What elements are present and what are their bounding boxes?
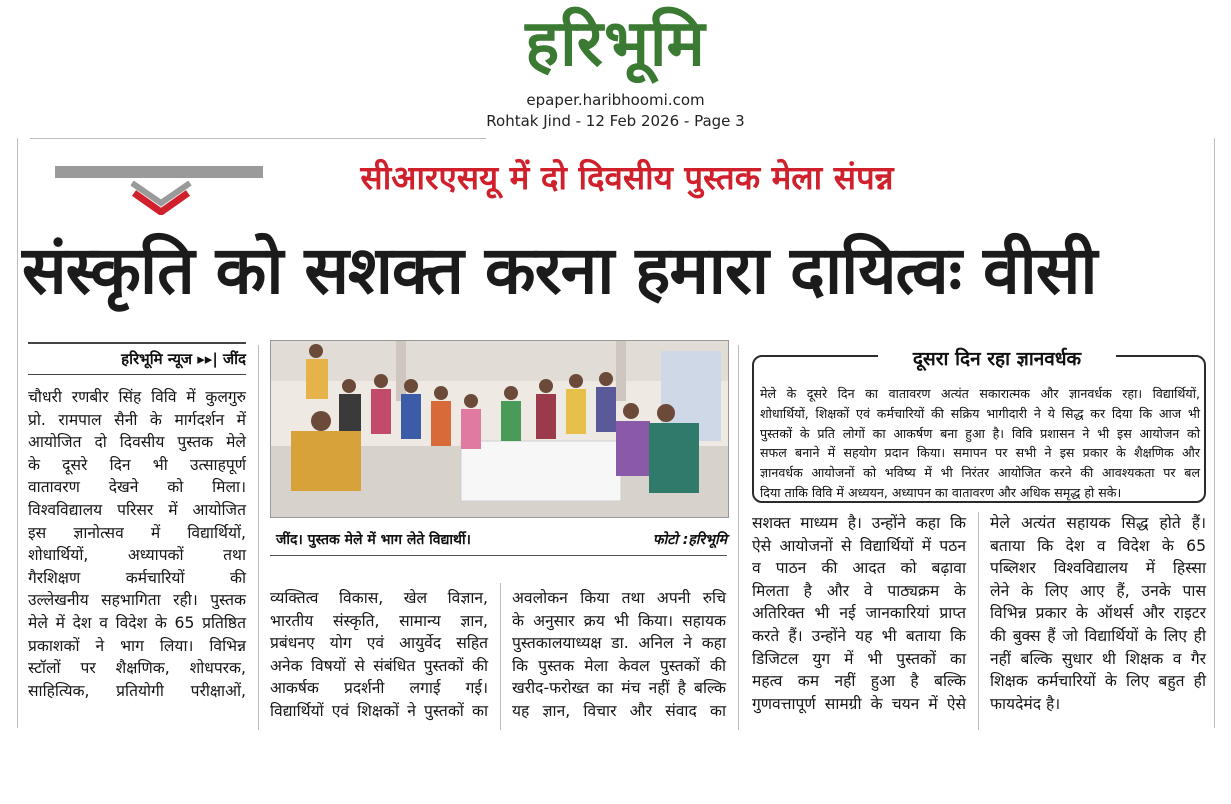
text-line: प्रो. रामपाल सैनी के मार्गदर्शन में [28, 410, 246, 429]
text-line: वातावरण देखने को मिला। [28, 478, 246, 497]
sidebar-title: दूसरा दिन रहा ज्ञानवर्धक [878, 343, 1116, 375]
text-line: खरीद-फरोख्त का मंच नहीं है बल्कि [512, 679, 726, 698]
text-line: आयोजित दो दिवसीय पुस्तक मेले [28, 433, 246, 452]
text-line: साहित्यिक, प्रतियोगी परीक्षाओं, [28, 681, 246, 700]
text-line: गैरशिक्षण कर्मचारियों की [28, 568, 246, 587]
photo-caption [270, 527, 727, 556]
article-kicker: सीआरएसयू में दो दिवसीय पुस्तक मेला संपन्न [360, 158, 894, 197]
column-rule [738, 345, 739, 730]
text-line: इस ज्ञानोत्सव में विद्यार्थियों, [28, 523, 246, 542]
photo-credit: फोटो :हरिभूमि [652, 532, 727, 548]
text-line: लेने के लिए आए हैं, उनके पास [990, 581, 1206, 600]
column-rule [500, 583, 501, 730]
text-line: कि पुस्तक मेला केवल पुस्तकों की [512, 656, 726, 675]
sidebar-text-line: दिया ताकि विवि में अध्ययन, अध्यापन का वातावरण और अधिक समृद्ध हो सके। [760, 484, 1122, 500]
sidebar-text-line: मेले के दूसरे दिन का वातावरण अत्यंत सकारात्मक और ज्ञानवर्धक रहा। विद्यार्थियों, [760, 386, 1200, 401]
article-column-4 [752, 512, 966, 715]
haribhoomi-logo: हरिभूमि [525, 7, 706, 81]
text-line: शोधार्थियों, अध्यापकों तथा [28, 546, 246, 565]
article-headline: संस्कृति को सशक्त करना हमारा दायित्वः वीसी [22, 232, 1097, 309]
sidebar-text-line: ज्ञानवर्धक आयोजनों को भविष्य में भी निरंतर आयोजित करने की आवश्यकता पर बल [760, 465, 1200, 481]
photo-students-at-book-fair [271, 341, 728, 517]
text-line: विभिन्न प्रकार के ऑथर्स और राइटर [990, 604, 1206, 623]
text-line: डिजिटल युग में भी पुस्तकों का [752, 649, 966, 668]
text-line: की बुक्स हैं जो विद्यार्थियों के लिए ही [990, 626, 1206, 645]
text-line: प्रबंधनए योग एवं आयुर्वेद सहित [270, 634, 488, 653]
top-rule [30, 138, 486, 139]
text-line: यह ज्ञान, विचार और संवाद का [512, 701, 726, 720]
text-line: व पाठन की आदत को बढ़ावा [752, 559, 966, 578]
text-line: करते हैं। उन्होंने यह भी बताया कि [752, 626, 966, 645]
article-column-2 [270, 587, 488, 723]
dateline: हरिभूमि न्यूज ▸▸| जींद [28, 342, 246, 375]
text-line: मेले में देश व विदेश के 65 प्रतिष्ठित [28, 613, 246, 632]
chevron-down-icon [126, 181, 196, 215]
text-line: गुणवत्तापूर्ण सामग्री के चयन में ऐसे [752, 694, 966, 713]
text-line: के अनुसार क्रय भी किया। सहायक [512, 611, 726, 630]
text-line: पब्लिशर विश्वविद्यालय में हिस्सा [990, 559, 1206, 578]
article-column-1 [28, 386, 246, 702]
event-photo [270, 340, 729, 518]
text-line: आकर्षक प्रदर्शनी लगाई गई। [270, 679, 488, 698]
column-rule [258, 345, 259, 730]
text-line: विश्वविद्यालय परिसर में आयोजित [28, 500, 246, 519]
text-line: फायदेमंद है। [990, 694, 1061, 713]
edition-info: Rohtak Jind - 12 Feb 2026 - Page 3 [486, 112, 745, 130]
text-line: विद्यार्थियों एवं शिक्षकों ने पुस्तकों का [270, 701, 488, 720]
text-line: भारतीय संस्कृति, सामान्य ज्ञान, [270, 611, 488, 630]
sidebar-text-line: पुस्तकों के प्रति लोगों का आकर्षण बना हुआ है। विवि प्रशासन ने भी इस आयोजन को [760, 425, 1200, 441]
site-url[interactable]: epaper.haribhoomi.com [526, 91, 705, 109]
sidebar-text-line: शोधार्थियों, शिक्षकों एवं कर्मचारियों की सक्रिय भागीदारी ने ये सिद्ध कर दिया कि आज भी [760, 405, 1200, 421]
sidebar-text-line: सफल बनाने में सहयोग प्रदान किया। समापन पर सभी ने इस प्रकार के शैक्षणिक और [760, 445, 1200, 461]
left-margin-rule [17, 138, 18, 728]
text-line: व्यक्तित्व विकास, खेल विज्ञान, [270, 589, 488, 607]
text-line: पुस्तकालयाध्यक्ष डा. अनिल ने कहा [512, 634, 726, 653]
caption-text: जींद। पुस्तक मेले में भाग लेते विद्यार्थी। [276, 532, 471, 548]
sidebar-text [760, 384, 1200, 503]
text-line: प्रकाशकों ने भाग लिया। विभिन्न [28, 636, 246, 655]
text-line: अनेक विषयों से संबंधित पुस्तकों की [270, 656, 488, 675]
text-line: शिक्षक कर्मचारियों के लिए बहुत ही [990, 672, 1206, 691]
text-line: ऐसे आयोजनों से विद्यार्थियों में पठन [752, 536, 966, 555]
article-column-3 [512, 587, 726, 723]
article-column-5 [990, 512, 1206, 715]
text-line: चौधरी रणबीर सिंह विवि में कुलगुरु [28, 388, 246, 406]
text-line: बताया कि देश व विदेश के 65 [990, 536, 1206, 555]
text-line: नहीं बल्कि सुधार थी शिक्षक व गैर [990, 649, 1206, 668]
text-line: उल्लेखनीय सहभागिता रही। पुस्तक [28, 591, 246, 610]
text-line: मिलता है और वे पाठ्यक्रम के [752, 581, 966, 600]
text-line: के दूसरे दिन भी उत्साहपूर्ण [28, 455, 246, 474]
decorative-gray-bar [55, 166, 263, 178]
column-rule [978, 512, 979, 730]
text-line: अवलोकन किया तथा अपनी रुचि [512, 589, 726, 607]
text-line: मेले अत्यंत सहायक सिद्ध होते हैं। [990, 514, 1206, 532]
text-line: महत्व कम नहीं हुआ है बल्कि [752, 672, 966, 691]
text-line: स्टॉलों पर शैक्षणिक, शोधपरक, [28, 659, 246, 678]
text-line: सशक्त माध्यम है। उन्होंने कहा कि [752, 514, 966, 532]
text-line: अतिरिक्त भी नई जानकारियां प्राप्त [752, 604, 966, 623]
